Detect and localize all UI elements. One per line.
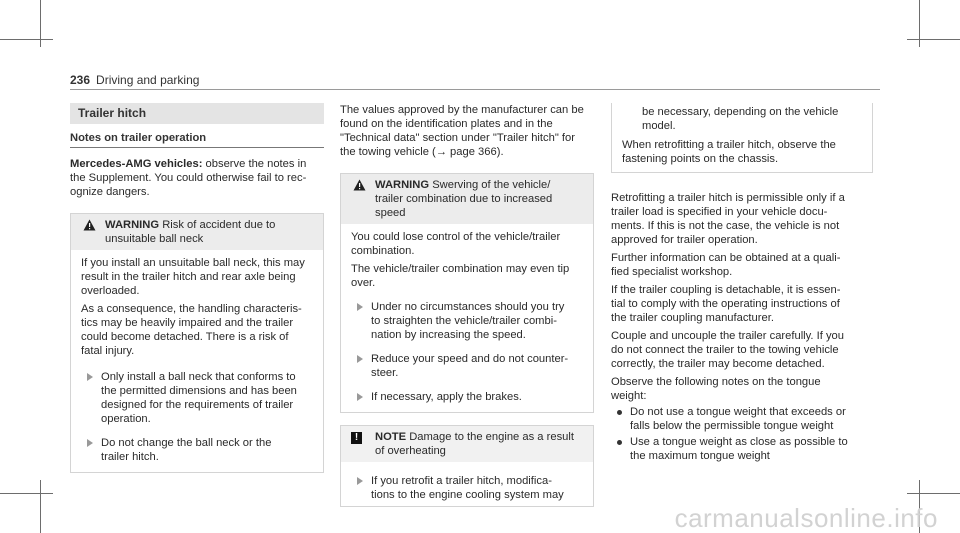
intro-paragraph: Mercedes-AMG vehicles: observe the notes in the Supplement. You could otherwise fail to rec- ognize dangers. xyxy=(70,158,307,198)
crop-mark xyxy=(907,493,960,494)
warning-body xyxy=(71,250,323,472)
warning-instruction: Do not change the ball neck or the trailer hitch. xyxy=(81,436,315,464)
body-paragraph: Retrofitting a trailer hitch is permissible only if a trailer load is specified in your vehicle docu- ments. If this is not the case, the vehicle is not approved for trailer operation. xyxy=(611,192,845,246)
note-box xyxy=(340,425,594,507)
warning-instruction: Only install a ball neck that conforms to the permitted dimensions and has been designed for the requirements of trailer operation. xyxy=(81,370,315,426)
warning-box xyxy=(70,213,324,473)
warning-header: WARNING Risk of accident due to unsuitable ball neck xyxy=(71,214,323,250)
crop-mark xyxy=(0,39,53,40)
column-2 xyxy=(340,103,594,507)
column-1 xyxy=(70,103,324,473)
note-label: NOTE xyxy=(375,431,407,443)
arrow-bullet-icon xyxy=(357,477,363,485)
warning-instruction: Under no circumstances should you try to straighten the vehicle/trailer combi- nation by increasing the speed. xyxy=(351,300,585,342)
intro-paragraph: The values approved by the manufacturer can be found on the identification plates and in the "Technical data" section under "Trailer hitch" for the towing vehicle (→ page 366). xyxy=(340,104,584,158)
warning-paragraph: As a consequence, the handling characteris- tics may be heavily impaired and the trailer could become detached. There is a risk of fatal injury. xyxy=(81,303,302,357)
note-instruction: If you retrofit a trailer hitch, modifica- tions to the engine cooling system may xyxy=(351,474,585,502)
exclamation-icon: ! xyxy=(351,432,362,444)
warning-paragraph: The vehicle/trailer combination may even tip over. xyxy=(351,263,570,289)
header-rule xyxy=(70,89,880,90)
warning-icon xyxy=(353,179,366,191)
warning-instruction: If necessary, apply the brakes. xyxy=(351,390,585,404)
section-title: Driving and parking xyxy=(96,73,200,87)
arrow-bullet-icon xyxy=(357,393,363,401)
bullet-dot-icon xyxy=(617,440,622,445)
subheading: Notes on trailer operation xyxy=(70,131,324,148)
warning-header: WARNING Swerving of the vehicle/ trailer combination due to increased speed xyxy=(341,174,593,224)
page-number: 236 xyxy=(70,73,91,87)
section-heading: Trailer hitch xyxy=(70,103,324,124)
note-box-continued xyxy=(611,103,873,173)
warning-paragraph: You could lose control of the vehicle/trailer combination. xyxy=(351,231,561,257)
note-header: ! NOTE Damage to the engine as a result of overheating xyxy=(341,426,593,462)
arrow-bullet-icon xyxy=(87,439,93,447)
note-paragraph: When retrofitting a trailer hitch, observe the fastening points on the chassis. xyxy=(622,139,836,165)
warning-box xyxy=(340,173,594,413)
list-item: Use a tongue weight as close as possible to the maximum tongue weight xyxy=(611,435,873,463)
body-paragraph: Further information can be obtained at a quali- fied specialist workshop. xyxy=(611,252,841,278)
warning-body xyxy=(341,224,593,412)
watermark: carmanualsonline.info xyxy=(674,503,938,533)
arrow-bullet-icon xyxy=(357,303,363,311)
body-paragraph: Couple and uncouple the trailer carefully. If you do not connect the trailer to the towing vehicle correctly, the trailer may become detached. xyxy=(611,330,845,370)
note-continuation: be necessary, depending on the vehicle model. xyxy=(642,106,839,132)
intro-bold: Mercedes-AMG vehicles: xyxy=(70,158,203,170)
warning-label: WARNING xyxy=(105,219,160,231)
crop-mark xyxy=(0,493,53,494)
body-paragraph: Observe the following notes on the tongue weight: xyxy=(611,376,821,402)
column-3 xyxy=(611,103,873,463)
warning-label: WARNING xyxy=(375,179,430,191)
warning-instruction: Reduce your speed and do not counter- steer. xyxy=(351,352,585,380)
body-paragraph: If the trailer coupling is detachable, it is essen- tial to comply with the operating instructions of the trailer coupling manufacturer. xyxy=(611,284,841,324)
arrow-bullet-icon xyxy=(357,355,363,363)
warning-icon xyxy=(83,219,96,231)
page-header xyxy=(70,73,199,87)
crop-mark xyxy=(907,39,960,40)
arrow-bullet-icon xyxy=(87,373,93,381)
warning-paragraph: If you install an unsuitable ball neck, this may result in the trailer hitch and rear axle being overloaded. xyxy=(81,257,305,297)
bullet-dot-icon xyxy=(617,410,622,415)
list-item: Do not use a tongue weight that exceeds or falls below the permissible tongue weight xyxy=(611,405,873,433)
note-body xyxy=(341,462,593,506)
crop-mark xyxy=(40,480,41,533)
